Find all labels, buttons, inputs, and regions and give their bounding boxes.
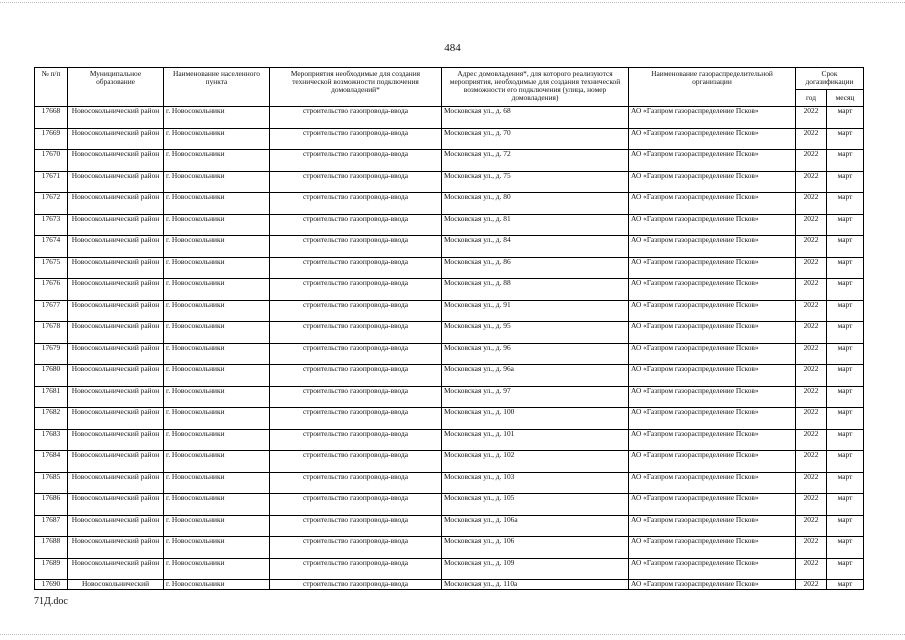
- scan-artifact-top: [0, 2, 905, 4]
- row-month: март: [827, 537, 864, 559]
- row-number: 17685: [35, 472, 68, 494]
- row-month: март: [827, 515, 864, 537]
- row-year: 2022: [796, 322, 827, 344]
- row-locality: г. Новосокольники: [164, 558, 270, 580]
- header-num: № п/п: [35, 68, 68, 107]
- row-number: 17677: [35, 300, 68, 322]
- page-number: 484: [444, 42, 461, 54]
- row-municipality: Новосокольнический район: [68, 537, 164, 559]
- table-body: [35, 107, 864, 590]
- row-locality: г. Новосокольники: [164, 279, 270, 301]
- row-address: Московская ул., д. 105: [442, 494, 629, 516]
- row-month: март: [827, 429, 864, 451]
- row-activity: строительство газопровода-ввода: [270, 537, 442, 559]
- row-address: Московская ул., д. 103: [442, 472, 629, 494]
- row-year: 2022: [796, 580, 827, 590]
- row-month: март: [827, 322, 864, 344]
- row-locality: г. Новосокольники: [164, 107, 270, 129]
- table-row: [35, 472, 864, 494]
- row-activity: строительство газопровода-ввода: [270, 429, 442, 451]
- table-row: [35, 515, 864, 537]
- row-month: март: [827, 408, 864, 430]
- row-year: 2022: [796, 171, 827, 193]
- row-activity: строительство газопровода-ввода: [270, 214, 442, 236]
- row-year: 2022: [796, 193, 827, 215]
- row-address: Московская ул., д. 91: [442, 300, 629, 322]
- row-year: 2022: [796, 365, 827, 387]
- row-locality: г. Новосокольники: [164, 300, 270, 322]
- row-address: Московская ул., д. 80: [442, 193, 629, 215]
- header-municipality: Муниципальное образование: [68, 68, 164, 107]
- row-address: Московская ул., д. 100: [442, 408, 629, 430]
- row-activity: строительство газопровода-ввода: [270, 279, 442, 301]
- row-address: Московская ул., д. 109: [442, 558, 629, 580]
- row-number: 17679: [35, 343, 68, 365]
- header-month: месяц: [827, 90, 864, 107]
- row-municipality: Новосокольнический район: [68, 214, 164, 236]
- row-address: Московская ул., д. 72: [442, 150, 629, 172]
- header-locality: Наименование населенного пункта: [164, 68, 270, 107]
- row-organization: АО «Газпром газораспределение Псков»: [629, 580, 796, 590]
- row-activity: строительство газопровода-ввода: [270, 558, 442, 580]
- row-address: Московская ул., д. 84: [442, 236, 629, 258]
- row-organization: АО «Газпром газораспределение Псков»: [629, 343, 796, 365]
- row-activity: строительство газопровода-ввода: [270, 257, 442, 279]
- row-month: март: [827, 343, 864, 365]
- row-address: Московская ул., д. 96: [442, 343, 629, 365]
- row-year: 2022: [796, 386, 827, 408]
- row-number: 17690: [35, 580, 68, 590]
- row-municipality: Новосокольнический район: [68, 257, 164, 279]
- row-year: 2022: [796, 451, 827, 473]
- row-year: 2022: [796, 515, 827, 537]
- row-organization: АО «Газпром газораспределение Псков»: [629, 451, 796, 473]
- row-year: 2022: [796, 558, 827, 580]
- header-activity: Мероприятия необходимые для создания технической возможности подключения домовладений*: [270, 68, 442, 107]
- row-activity: строительство газопровода-ввода: [270, 107, 442, 129]
- row-month: март: [827, 580, 864, 590]
- row-number: 17676: [35, 279, 68, 301]
- header-address: Адрес домовладения*, для которого реализуются мероприятия, необходимые для создания технической возможности его подключения (улица, номер домовладения): [442, 68, 629, 107]
- row-month: март: [827, 451, 864, 473]
- row-number: 17681: [35, 386, 68, 408]
- row-address: Московская ул., д. 110а: [442, 580, 629, 590]
- row-number: 17688: [35, 537, 68, 559]
- table-row: [35, 580, 864, 590]
- row-activity: строительство газопровода-ввода: [270, 193, 442, 215]
- table-row: [35, 193, 864, 215]
- row-municipality: Новосокольнический район: [68, 150, 164, 172]
- row-organization: АО «Газпром газораспределение Псков»: [629, 472, 796, 494]
- footer-filename: 71Д.doc: [34, 596, 68, 607]
- row-month: март: [827, 386, 864, 408]
- row-organization: АО «Газпром газораспределение Псков»: [629, 150, 796, 172]
- table-row: [35, 386, 864, 408]
- row-locality: г. Новосокольники: [164, 429, 270, 451]
- row-number: 17683: [35, 429, 68, 451]
- row-address: Московская ул., д. 102: [442, 451, 629, 473]
- row-month: март: [827, 193, 864, 215]
- row-municipality: Новосокольнический район: [68, 365, 164, 387]
- row-locality: г. Новосокольники: [164, 515, 270, 537]
- row-number: 17670: [35, 150, 68, 172]
- table-row: [35, 408, 864, 430]
- row-activity: строительство газопровода-ввода: [270, 386, 442, 408]
- row-organization: АО «Газпром газораспределение Псков»: [629, 515, 796, 537]
- row-year: 2022: [796, 236, 827, 258]
- row-locality: г. Новосокольники: [164, 472, 270, 494]
- row-organization: АО «Газпром газораспределение Псков»: [629, 429, 796, 451]
- row-organization: АО «Газпром газораспределение Псков»: [629, 558, 796, 580]
- scan-artifact-bottom: [0, 634, 905, 636]
- row-activity: строительство газопровода-ввода: [270, 451, 442, 473]
- row-number: 17687: [35, 515, 68, 537]
- row-municipality: Новосокольнический район: [68, 322, 164, 344]
- gasification-table: [34, 67, 864, 590]
- row-address: Московская ул., д. 97: [442, 386, 629, 408]
- row-organization: АО «Газпром газораспределение Псков»: [629, 386, 796, 408]
- row-organization: АО «Газпром газораспределение Псков»: [629, 193, 796, 215]
- row-number: 17671: [35, 171, 68, 193]
- row-organization: АО «Газпром газораспределение Псков»: [629, 107, 796, 129]
- row-year: 2022: [796, 408, 827, 430]
- table-row: [35, 429, 864, 451]
- row-month: март: [827, 365, 864, 387]
- row-organization: АО «Газпром газораспределение Псков»: [629, 128, 796, 150]
- row-activity: строительство газопровода-ввода: [270, 171, 442, 193]
- row-municipality: Новосокольнический район: [68, 279, 164, 301]
- row-organization: АО «Газпром газораспределение Псков»: [629, 279, 796, 301]
- row-address: Московская ул., д. 70: [442, 128, 629, 150]
- row-number: 17678: [35, 322, 68, 344]
- row-activity: строительство газопровода-ввода: [270, 300, 442, 322]
- row-activity: строительство газопровода-ввода: [270, 494, 442, 516]
- header-year: год: [796, 90, 827, 107]
- table-row: [35, 214, 864, 236]
- row-locality: г. Новосокольники: [164, 193, 270, 215]
- row-activity: строительство газопровода-ввода: [270, 580, 442, 590]
- row-organization: АО «Газпром газораспределение Псков»: [629, 537, 796, 559]
- row-municipality: Новосокольнический район: [68, 472, 164, 494]
- row-locality: г. Новосокольники: [164, 171, 270, 193]
- row-year: 2022: [796, 128, 827, 150]
- row-month: март: [827, 107, 864, 129]
- row-municipality: Новосокольнический район: [68, 558, 164, 580]
- row-locality: г. Новосокольники: [164, 451, 270, 473]
- row-municipality: Новосокольнический район: [68, 451, 164, 473]
- row-number: 17675: [35, 257, 68, 279]
- row-municipality: Новосокольнический район: [68, 515, 164, 537]
- table-row: [35, 322, 864, 344]
- row-number: 17672: [35, 193, 68, 215]
- row-municipality: Новосокольнический район: [68, 300, 164, 322]
- row-year: 2022: [796, 343, 827, 365]
- row-organization: АО «Газпром газораспределение Псков»: [629, 300, 796, 322]
- row-year: 2022: [796, 257, 827, 279]
- table-row: [35, 171, 864, 193]
- row-month: март: [827, 472, 864, 494]
- table-row: [35, 128, 864, 150]
- row-activity: строительство газопровода-ввода: [270, 236, 442, 258]
- row-month: март: [827, 150, 864, 172]
- row-address: Московская ул., д. 88: [442, 279, 629, 301]
- table-row: [35, 257, 864, 279]
- row-address: Московская ул., д. 68: [442, 107, 629, 129]
- row-activity: строительство газопровода-ввода: [270, 472, 442, 494]
- row-locality: г. Новосокольники: [164, 128, 270, 150]
- row-locality: г. Новосокольники: [164, 236, 270, 258]
- row-activity: строительство газопровода-ввода: [270, 128, 442, 150]
- row-address: Московская ул., д. 95: [442, 322, 629, 344]
- row-municipality: Новосокольнический район: [68, 128, 164, 150]
- row-address: Московская ул., д. 106а: [442, 515, 629, 537]
- row-locality: г. Новосокольники: [164, 408, 270, 430]
- row-month: март: [827, 171, 864, 193]
- table-row: [35, 537, 864, 559]
- row-year: 2022: [796, 150, 827, 172]
- row-locality: г. Новосокольники: [164, 150, 270, 172]
- table-row: [35, 343, 864, 365]
- row-year: 2022: [796, 214, 827, 236]
- row-municipality: Новосокольнический район: [68, 408, 164, 430]
- row-year: 2022: [796, 279, 827, 301]
- row-municipality: Новосокольнический район: [68, 429, 164, 451]
- row-month: март: [827, 279, 864, 301]
- header-deadline: Срок догазификации: [796, 68, 864, 90]
- row-locality: г. Новосокольники: [164, 386, 270, 408]
- row-address: Московская ул., д. 96а: [442, 365, 629, 387]
- row-locality: г. Новосокольники: [164, 343, 270, 365]
- row-municipality: Новосокольнический район: [68, 343, 164, 365]
- table-row: [35, 236, 864, 258]
- row-number: 17682: [35, 408, 68, 430]
- row-organization: АО «Газпром газораспределение Псков»: [629, 171, 796, 193]
- row-year: 2022: [796, 494, 827, 516]
- row-locality: г. Новосокольники: [164, 257, 270, 279]
- row-year: 2022: [796, 300, 827, 322]
- row-municipality: Новосокольнический район: [68, 107, 164, 129]
- row-address: Московская ул., д. 86: [442, 257, 629, 279]
- row-month: март: [827, 558, 864, 580]
- row-organization: АО «Газпром газораспределение Псков»: [629, 257, 796, 279]
- row-month: март: [827, 257, 864, 279]
- row-month: март: [827, 214, 864, 236]
- table-row: [35, 279, 864, 301]
- row-activity: строительство газопровода-ввода: [270, 150, 442, 172]
- row-locality: г. Новосокольники: [164, 580, 270, 590]
- row-organization: АО «Газпром газораспределение Псков»: [629, 214, 796, 236]
- row-locality: г. Новосокольники: [164, 214, 270, 236]
- row-month: март: [827, 236, 864, 258]
- row-municipality: Новосокольнический район: [68, 236, 164, 258]
- row-address: Московская ул., д. 75: [442, 171, 629, 193]
- row-municipality: Новосокольнический район: [68, 494, 164, 516]
- row-number: 17668: [35, 107, 68, 129]
- table-row: [35, 150, 864, 172]
- row-municipality: Новосокольнический район: [68, 386, 164, 408]
- row-number: 17689: [35, 558, 68, 580]
- row-activity: строительство газопровода-ввода: [270, 365, 442, 387]
- row-municipality: Новосокольнический район: [68, 171, 164, 193]
- row-year: 2022: [796, 107, 827, 129]
- row-organization: АО «Газпром газораспределение Псков»: [629, 236, 796, 258]
- row-month: март: [827, 494, 864, 516]
- row-number: 17684: [35, 451, 68, 473]
- row-organization: АО «Газпром газораспределение Псков»: [629, 365, 796, 387]
- row-activity: строительство газопровода-ввода: [270, 515, 442, 537]
- table-row: [35, 451, 864, 473]
- row-organization: АО «Газпром газораспределение Псков»: [629, 494, 796, 516]
- row-address: Московская ул., д. 81: [442, 214, 629, 236]
- row-number: 17674: [35, 236, 68, 258]
- row-activity: строительство газопровода-ввода: [270, 408, 442, 430]
- row-number: 17680: [35, 365, 68, 387]
- row-number: 17673: [35, 214, 68, 236]
- table-row: [35, 365, 864, 387]
- row-activity: строительство газопровода-ввода: [270, 343, 442, 365]
- row-month: март: [827, 300, 864, 322]
- row-year: 2022: [796, 537, 827, 559]
- row-month: март: [827, 128, 864, 150]
- row-address: Московская ул., д. 106: [442, 537, 629, 559]
- table-row: [35, 107, 864, 129]
- row-locality: г. Новосокольники: [164, 494, 270, 516]
- row-year: 2022: [796, 472, 827, 494]
- table-row: [35, 494, 864, 516]
- row-locality: г. Новосокольники: [164, 365, 270, 387]
- row-year: 2022: [796, 429, 827, 451]
- row-organization: АО «Газпром газораспределение Псков»: [629, 322, 796, 344]
- row-address: Московская ул., д. 101: [442, 429, 629, 451]
- row-municipality: Новосокольнический район: [68, 193, 164, 215]
- table-row: [35, 300, 864, 322]
- row-locality: г. Новосокольники: [164, 537, 270, 559]
- table-row: [35, 558, 864, 580]
- header-organization: Наименование газораспределительной организации: [629, 68, 796, 107]
- row-municipality: Новосокольнический: [68, 580, 164, 590]
- row-number: 17669: [35, 128, 68, 150]
- row-activity: строительство газопровода-ввода: [270, 322, 442, 344]
- row-number: 17686: [35, 494, 68, 516]
- row-organization: АО «Газпром газораспределение Псков»: [629, 408, 796, 430]
- row-locality: г. Новосокольники: [164, 322, 270, 344]
